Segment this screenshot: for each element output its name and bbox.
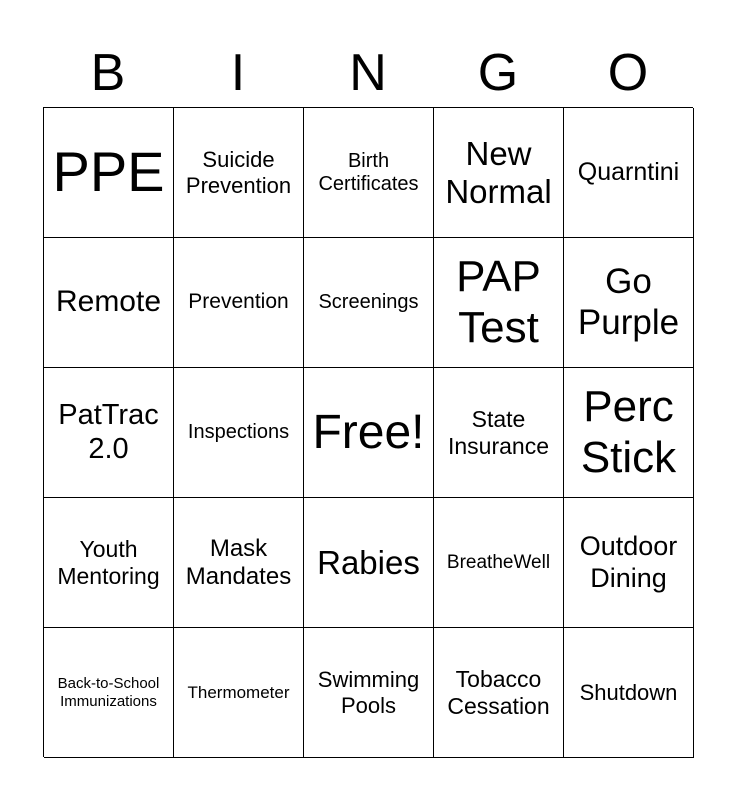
header-letter-i: I [230, 44, 246, 102]
bingo-cell[interactable] [174, 238, 304, 368]
bingo-cell[interactable] [564, 368, 694, 498]
bingo-cell-label: Youth Mentoring [57, 536, 160, 589]
bingo-cell-label: Back-to-School Immunizations [57, 675, 160, 710]
bingo-cell[interactable] [564, 628, 694, 758]
bingo-cell[interactable] [304, 628, 434, 758]
bingo-cell[interactable] [304, 238, 434, 368]
bingo-cell[interactable] [174, 108, 304, 238]
bingo-cell[interactable] [44, 368, 174, 498]
bingo-cell[interactable] [434, 628, 564, 758]
bingo-cell[interactable] [44, 238, 174, 368]
bingo-cell-label: Screenings [318, 291, 419, 313]
bingo-cell-label: Remote [55, 285, 162, 319]
bingo-cell[interactable] [44, 108, 174, 238]
bingo-cell-label: Inspections [187, 421, 290, 443]
bingo-cell-label: Shutdown [579, 679, 678, 705]
bingo-cell-label: Perc Stick [580, 381, 677, 482]
bingo-cell[interactable] [434, 108, 564, 238]
bingo-cell-label: Free! [312, 405, 425, 459]
bingo-cell-label: Mask Mandates [185, 534, 292, 590]
bingo-cell-label: Quarntini [577, 158, 680, 187]
bingo-cell-label: Swimming Pools [317, 667, 420, 718]
bingo-cell[interactable] [434, 238, 564, 368]
bingo-cell[interactable] [564, 238, 694, 368]
header-letter-g: G [477, 44, 519, 102]
bingo-cell-label: Prevention [188, 290, 289, 314]
bingo-cell[interactable] [174, 628, 304, 758]
bingo-cell-label: BreatheWell [446, 551, 551, 573]
bingo-cell-label: PatTrac 2.0 [58, 399, 159, 465]
header-letter-b: B [90, 44, 126, 102]
bingo-cell[interactable] [174, 368, 304, 498]
bingo-cell-label: Birth Certificates [318, 149, 419, 195]
bingo-cell[interactable] [564, 498, 694, 628]
bingo-cell-label: PPE [52, 140, 165, 204]
header-letter-n: N [349, 44, 387, 102]
bingo-cell-label: Suicide Prevention [185, 147, 292, 198]
bingo-cell-label: Tobacco Cessation [447, 666, 550, 719]
bingo-cell-label: State Insurance [447, 406, 549, 459]
bingo-board [43, 107, 693, 757]
bingo-cell[interactable] [174, 498, 304, 628]
bingo-cell-label: New Normal [445, 134, 552, 210]
bingo-cell-label: Rabies [317, 543, 420, 581]
bingo-cell[interactable] [564, 108, 694, 238]
bingo-cell[interactable] [304, 368, 434, 498]
bingo-cell-label: Outdoor Dining [579, 531, 678, 593]
bingo-cell[interactable] [434, 368, 564, 498]
bingo-cell-label: Go Purple [577, 262, 680, 342]
header-letter-o: O [607, 44, 649, 102]
bingo-cell[interactable] [304, 498, 434, 628]
bingo-cell-label: Thermometer [187, 682, 290, 702]
bingo-cell[interactable] [44, 628, 174, 758]
bingo-header [43, 40, 693, 106]
bingo-cell-label: PAP Test [456, 251, 541, 352]
bingo-cell[interactable] [304, 108, 434, 238]
bingo-cell[interactable] [44, 498, 174, 628]
bingo-cell[interactable] [434, 498, 564, 628]
